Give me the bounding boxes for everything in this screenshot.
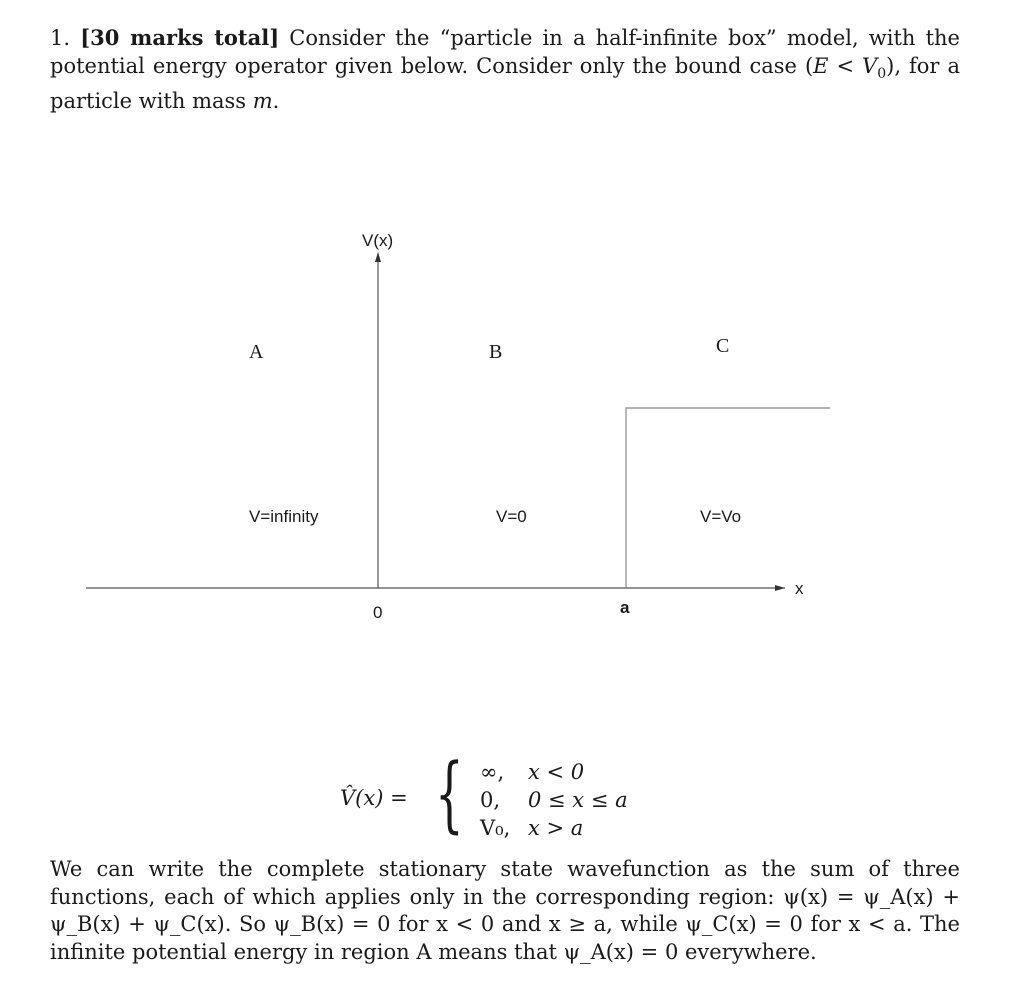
x-axis-arrow bbox=[775, 585, 785, 591]
equation-case bbox=[480, 760, 584, 784]
mass-symbol: m bbox=[252, 89, 273, 114]
equation-brace: { bbox=[435, 747, 464, 842]
wavefunction-text: We can write the complete stationary state wavefunction as the sum of three functions, each of which applies only in the corresponding region: ψ(x) = ψ_A(x) + ψ_B(x) + ψ_C(x). So ψ_B(x) = 0 for x < 0 and x ≥ a, while ψ_C(x) = 0 for x < a. The infinite potential energy in region A means that ψ_A(x) = 0 everywhere. bbox=[50, 857, 960, 964]
step-potential-line bbox=[626, 408, 830, 588]
x-axis-label: x bbox=[795, 579, 804, 598]
equation-lhs: V̂(x) = bbox=[340, 786, 408, 810]
equation-case bbox=[480, 816, 583, 840]
tick-label-a: a bbox=[620, 598, 630, 617]
equation-case bbox=[480, 788, 628, 812]
marks-label: [30 marks total] bbox=[80, 25, 280, 50]
y-axis-arrow bbox=[375, 252, 381, 262]
intro-text-b: ), for a particle with mass bbox=[50, 53, 960, 114]
intro-end: . bbox=[272, 89, 280, 114]
case-value: ∞, bbox=[480, 760, 505, 784]
bound-condition: E < V bbox=[813, 53, 878, 78]
region-label-b: B bbox=[489, 341, 503, 363]
problem-number: 1. bbox=[50, 26, 71, 50]
case-condition: x > a bbox=[528, 816, 584, 840]
y-axis-label: V(x) bbox=[362, 231, 394, 250]
potential-label-a: V=infinity bbox=[249, 507, 319, 526]
problem-intro-paragraph: 1. [30 marks total] Consider the “particle in a half-infinite box” model, with the potential energy operator given below. Consider only the bound case $(E < V_0)$, for a particle with mass m. bbox=[50, 25, 960, 114]
wavefunction-paragraph bbox=[50, 856, 960, 966]
region-label-c: C bbox=[716, 335, 730, 357]
tick-label-origin: 0 bbox=[373, 603, 383, 622]
intro-text-a: Consider the “particle in a half-infinite box” model, with the potential energy operator given below. Consider only the bound case ( bbox=[50, 26, 960, 78]
region-label-a: A bbox=[249, 341, 264, 363]
case-condition: 0 ≤ x ≤ a bbox=[528, 788, 628, 812]
case-value: 0, bbox=[480, 788, 501, 812]
potential-label-b: V=0 bbox=[496, 507, 527, 526]
case-value: V₀, bbox=[480, 816, 511, 840]
case-condition: x < 0 bbox=[528, 760, 585, 784]
potential-label-c: V=Vo bbox=[700, 507, 742, 526]
